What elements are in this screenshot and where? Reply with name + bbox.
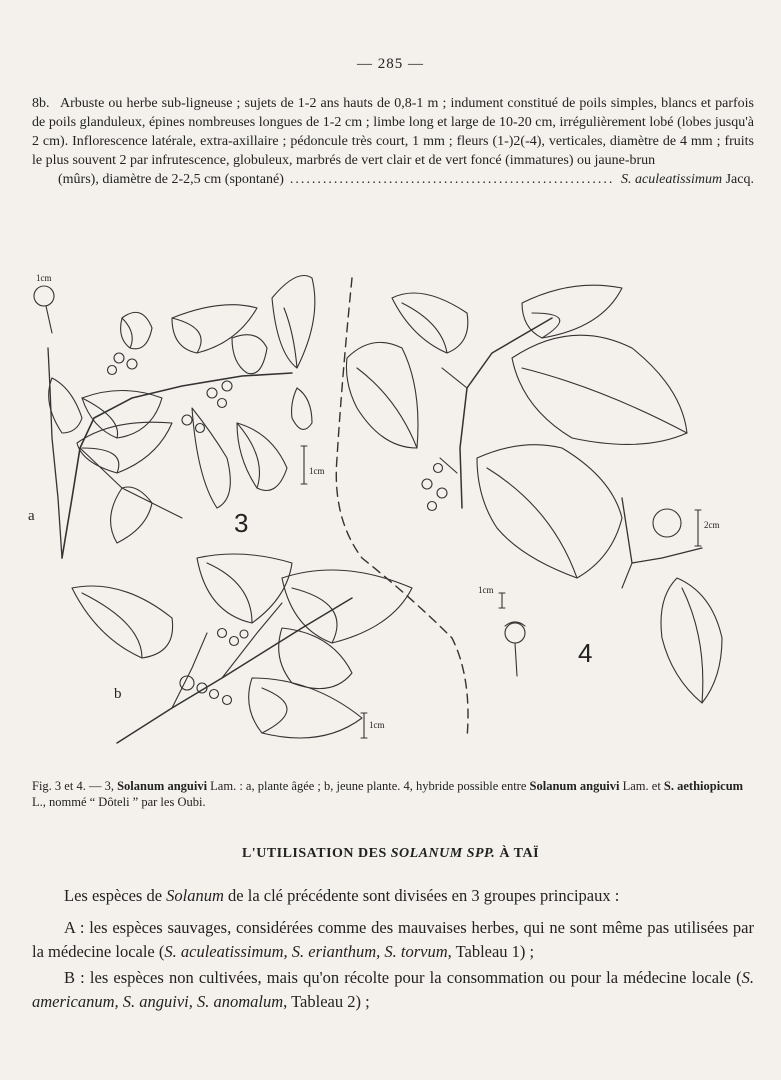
paragraph-italic: S. americanum, S. anguivi, S. anomalum (32, 968, 754, 1011)
key-species-author: Jacq. (725, 172, 754, 187)
page-number: — 285 — (357, 56, 424, 72)
plant-3b-illustration (72, 554, 412, 743)
heading-italic: SOLANUM SPP. (390, 846, 496, 861)
caption-text: Lam. : a, plante âgée ; b, jeune plante. 4, hybride possible entre (207, 779, 530, 793)
heading-text: À TAÏ (495, 846, 540, 861)
caption-text: Lam. et (619, 779, 664, 793)
scale-label-1cm-3a: 1cm (309, 466, 325, 476)
paragraph-text: , Tableau 2) ; (283, 992, 370, 1011)
botanical-drawing (22, 258, 762, 778)
key-entry-text: Arbuste ou herbe sub-ligneuse ; sujets de 1-2 ans hauts de 0,8-1 m ; indument constitué de poils simples, blancs et parfois de poils glanduleux, épines nombreuses longues de 1-2 cm ; limbe long et large de 10-20 cm, irrégulièrement lobé (lobes jusqu'à 2 cm). Inflorescence latérale, extra-axillaire ; pédoncule très court, 1 mm ; fleurs (1-)2(-4), verticales, diamètre de 4 mm ; fruits le plus souvent 2 par infrutescence, globuleux, marbrés de vert clair et de vert foncé (immatures) ou jaune-brun (32, 96, 754, 168)
paragraph-text: , Tableau 1) ; (447, 942, 535, 961)
paragraph-text: A : les espèces sauvages, considérées comme des mauvaises herbes, qui ne sont même pas utilisées par la médecine locale ( (32, 918, 754, 961)
leader-dots (290, 170, 615, 189)
caption-species: Solanum anguivi (529, 779, 620, 793)
paragraph-text: Les espèces de (64, 886, 167, 905)
botanical-figure (22, 258, 762, 778)
caption-text: Fig. 3 et 4. — 3, (32, 779, 118, 793)
plant-3a-illustration (34, 276, 315, 559)
figure-number-4: 4 (578, 638, 593, 668)
key-species-italic: S. aculeatissimum (621, 172, 723, 187)
figure-letter-b: b (114, 686, 122, 702)
key-entry-last-text: (mûrs), diamètre de 2-2,5 cm (spontané) (58, 172, 284, 187)
plant-4-illustration (346, 285, 722, 703)
divider-dashed-line (336, 278, 468, 738)
paragraph-2 (32, 916, 754, 964)
paragraph-text: B : les espèces non cultivées, mais qu'on récolte pour la consommation ou pour la médecine locale ( (64, 968, 742, 987)
paragraph-italic: S. aculeatissimum, S. erianthum, S. torvum (164, 942, 448, 961)
section-heading (0, 846, 781, 862)
paragraph-1 (32, 884, 754, 908)
figure-caption (32, 778, 754, 810)
figure-letter-a: a (28, 508, 35, 524)
paragraph-text: de la clé précédente sont divisées en 3 groupes principaux : (223, 886, 620, 905)
paragraph-3 (32, 966, 754, 1014)
scale-label-1cm-4: 1cm (478, 585, 494, 595)
key-species (621, 170, 754, 189)
scale-label-1cm-fruit: 1cm (36, 273, 52, 283)
figure-number-3: 3 (234, 508, 249, 538)
paragraph-italic: Solanum (166, 886, 224, 905)
key-entry-8b (32, 94, 754, 189)
caption-text: L., nommé “ Dôteli ” par les Oubi. (32, 795, 206, 809)
scale-label-1cm-3b: 1cm (369, 720, 385, 730)
caption-species: S. aethiopicum (663, 779, 744, 793)
scale-label-2cm: 2cm (704, 520, 720, 530)
key-entry-id: 8b. (32, 96, 50, 111)
key-entry-last-line (58, 170, 754, 189)
caption-species: Solanum anguivi (117, 779, 208, 793)
heading-text: L'UTILISATION DES (241, 846, 391, 861)
